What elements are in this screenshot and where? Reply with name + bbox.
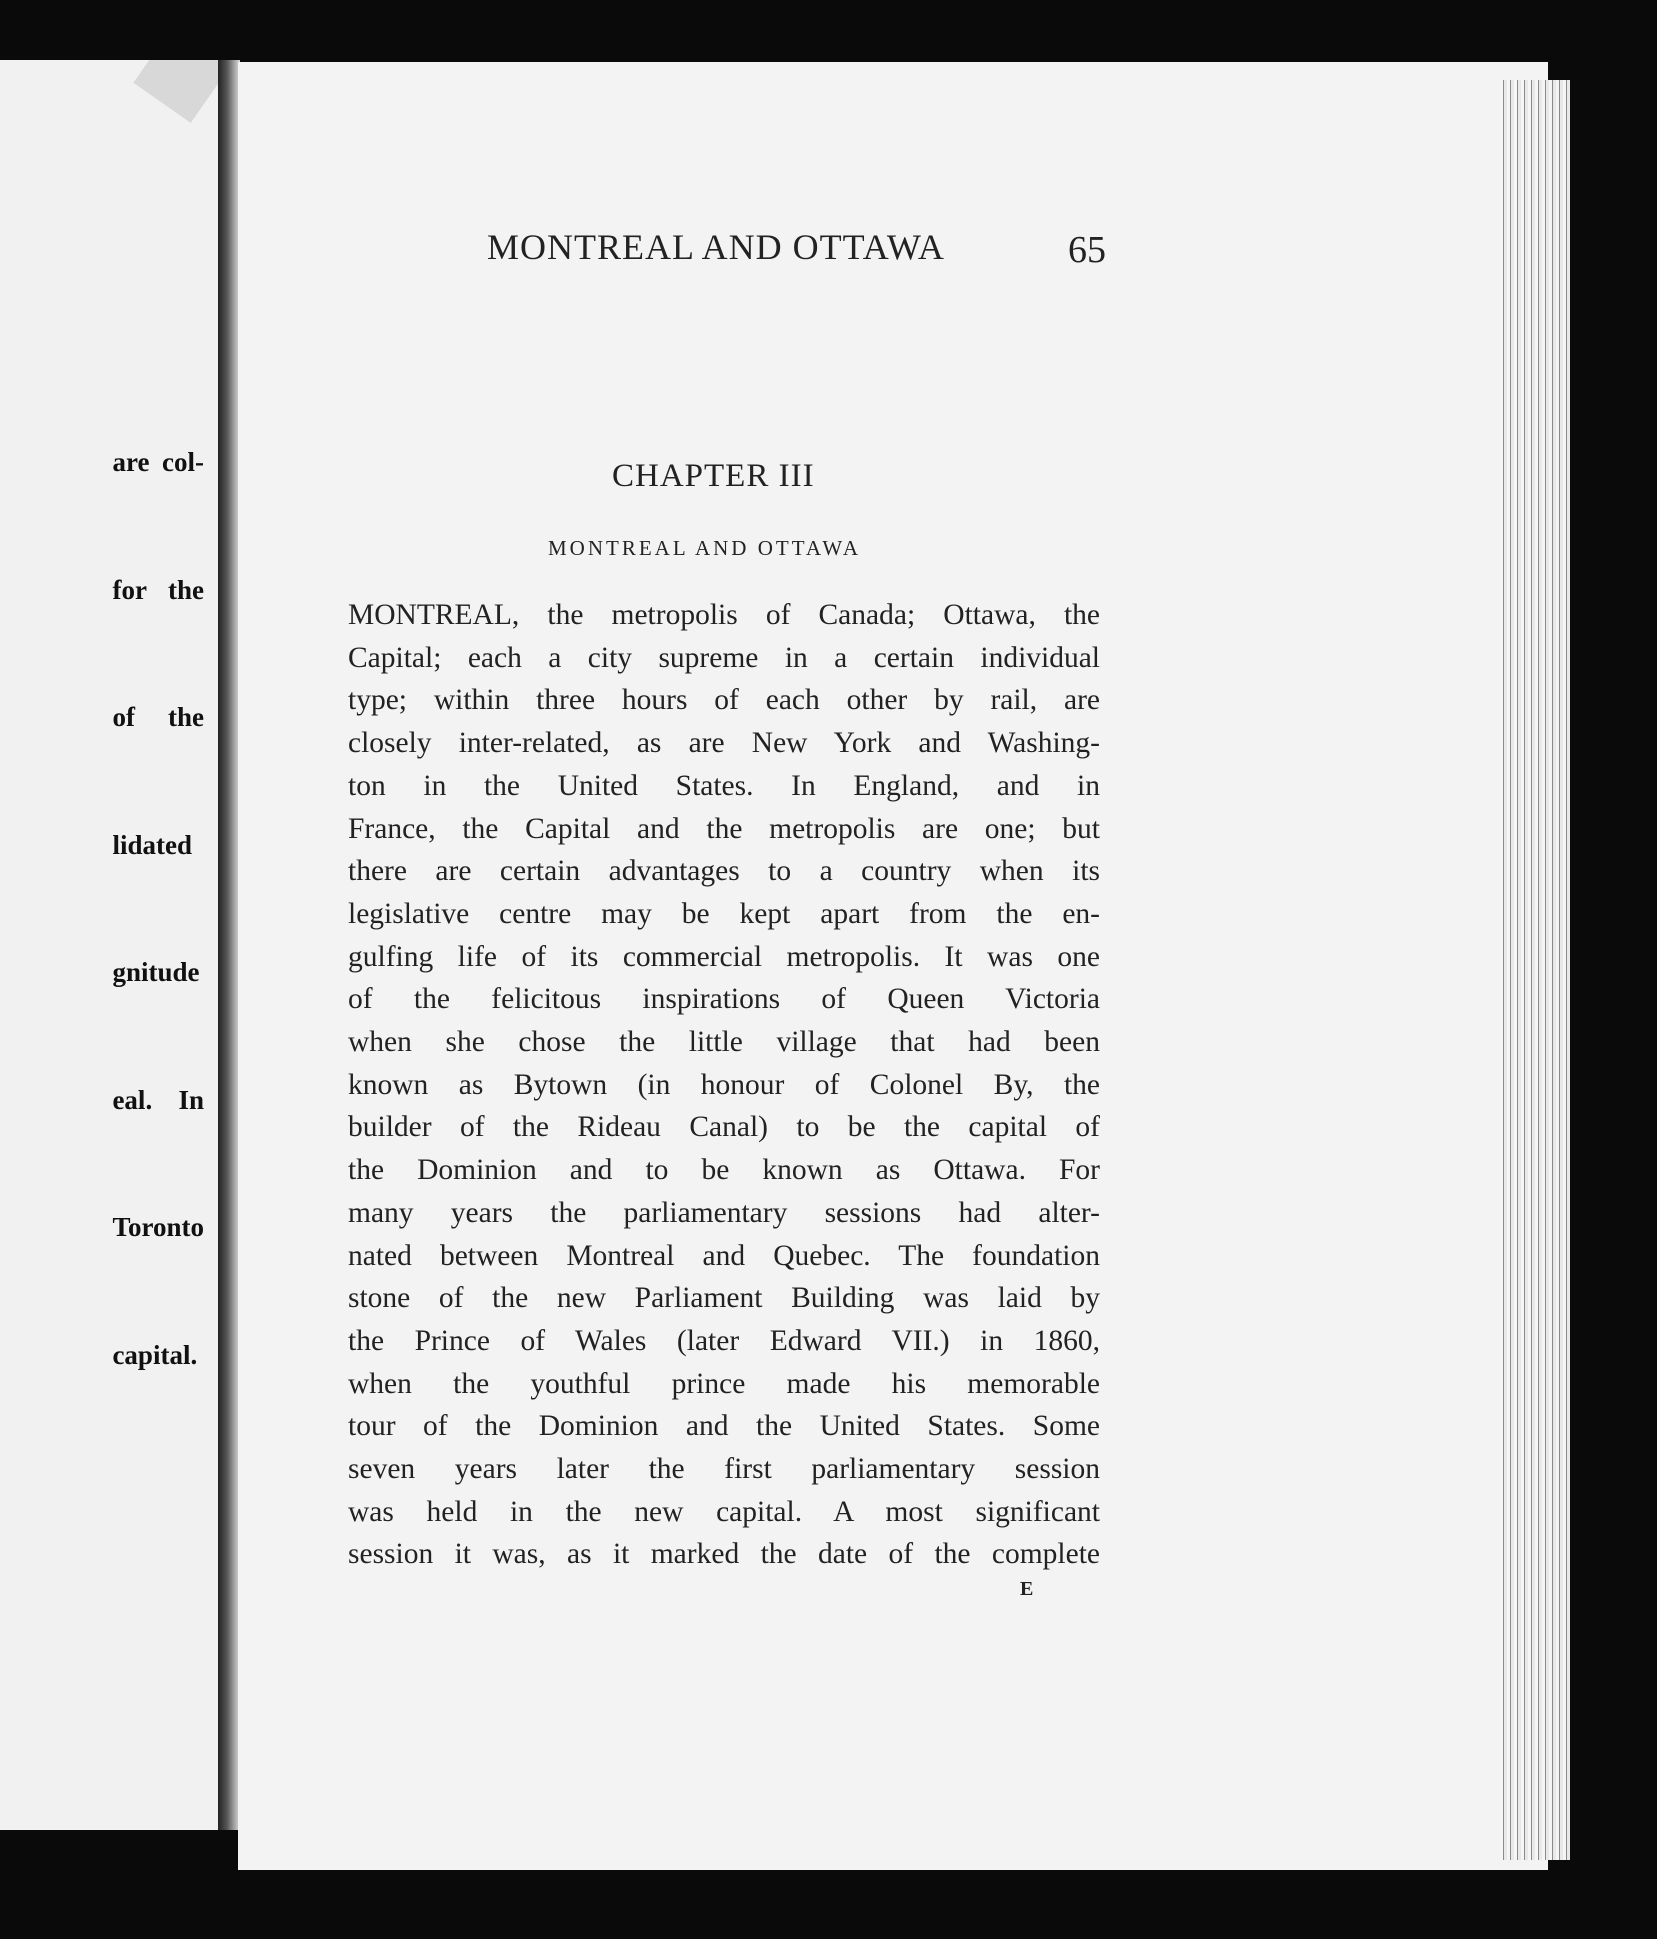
signature-mark: E	[1020, 1578, 1034, 1600]
body-line: was held in the new capital. A most significant	[348, 1495, 1100, 1528]
body-line: stone of the new Parliament Building was laid by	[348, 1282, 1100, 1315]
running-head: MONTREAL AND OTTAWA	[487, 227, 945, 267]
left-line: eal. In	[112, 1084, 204, 1115]
body-line: when she chose the little village that had been	[348, 1026, 1100, 1059]
body-line: closely inter-related, as are New York and Washing-	[348, 727, 1100, 760]
body-line: of the felicitous inspirations of Queen Victoria	[348, 983, 1100, 1016]
book-gutter	[218, 60, 240, 1830]
page-edges	[1500, 80, 1570, 1860]
left-line: gnitude	[112, 957, 200, 987]
body-line: builder of the Rideau Canal) to be the capital of	[348, 1111, 1100, 1144]
body-line: the Prince of Wales (later Edward VII.) in 1860,	[348, 1324, 1100, 1357]
body-line: known as Bytown (in honour of Colonel By, the	[348, 1068, 1100, 1101]
body-text	[348, 594, 1100, 1576]
body-line: tour of the Dominion and the United States. Some	[348, 1410, 1100, 1443]
left-line: of the	[112, 702, 204, 732]
body-line: nated between Montreal and Quebec. The foundation	[348, 1239, 1100, 1272]
left-page-text	[112, 356, 204, 1461]
body-line: many years the parliamentary sessions had alter-	[348, 1196, 1100, 1229]
left-line: lidated	[112, 829, 192, 860]
body-line: session it was, as it marked the date of the complete	[348, 1538, 1100, 1571]
page-number: 65	[1068, 229, 1106, 271]
body-line: the Dominion and to be known as Ottawa. For	[348, 1154, 1100, 1187]
body-line: when the youthful prince made his memorable	[348, 1367, 1100, 1400]
left-line: are col-	[112, 447, 204, 477]
body-line: Capital; each a city supreme in a certain individual	[348, 641, 1100, 674]
body-line: seven years later the first parliamentary session	[348, 1453, 1100, 1486]
chapter-title: CHAPTER III	[612, 458, 815, 494]
body-line: gulfing life of its commercial metropolis. It was one	[348, 940, 1100, 973]
left-line: capital.	[112, 1339, 198, 1370]
body-line: France, the Capital and the metropolis are one; but	[348, 812, 1100, 845]
body-line: MONTREAL, the metropolis of Canada; Ottawa, the	[348, 599, 1100, 631]
left-page	[0, 60, 232, 1830]
body-line: there are certain advantages to a country when its	[348, 855, 1100, 888]
body-line: ton in the United States. In England, and in	[348, 769, 1100, 802]
body-line: legislative centre may be kept apart from the en-	[348, 897, 1100, 930]
chapter-subtitle: MONTREAL AND OTTAWA	[548, 536, 861, 560]
left-line: Toronto	[112, 1212, 204, 1242]
body-line: type; within three hours of each other by rail, are	[348, 684, 1100, 717]
left-line: for the	[112, 574, 204, 605]
